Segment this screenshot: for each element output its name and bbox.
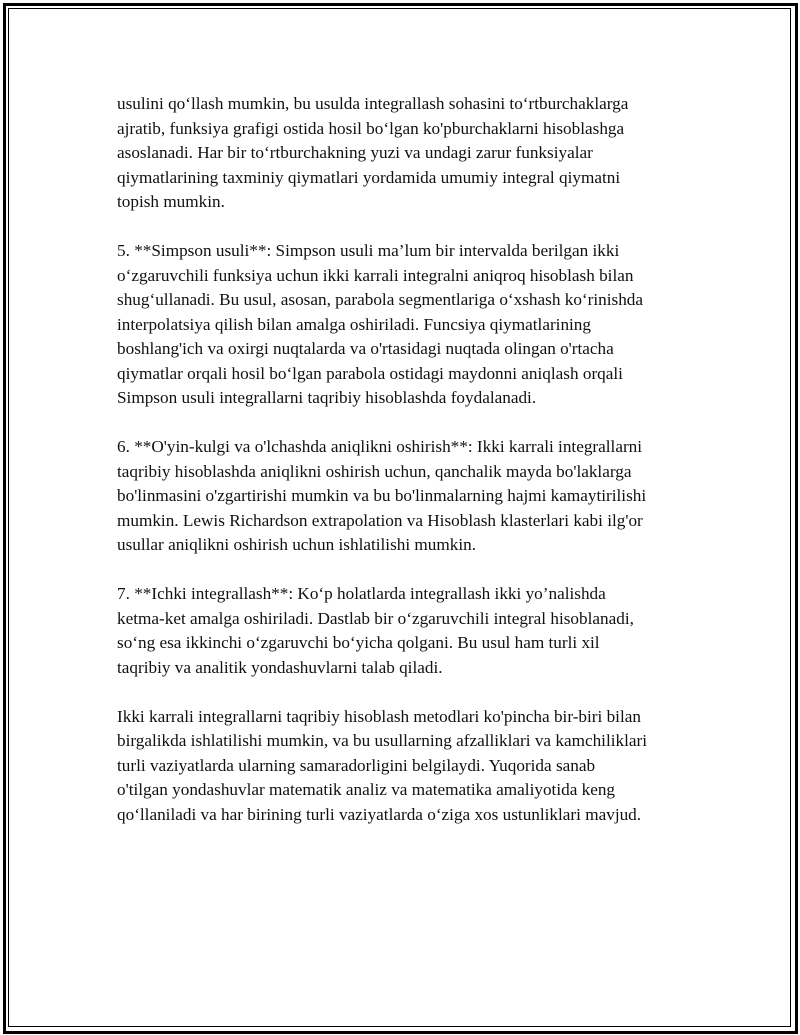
paragraph-rectangle-method-continuation	[117, 92, 717, 215]
text-line: ketma-ket amalga oshiriladi. Dastlab bir o‘zgaruvchili integral hisoblanadi,	[117, 608, 634, 628]
text-line: 7. **Ichki integrallash**: Ko‘p holatlarda integrallash ikki yo’nalishda	[117, 584, 606, 603]
text-line: taqribiy hisoblashda aniqlikni oshirish uchun, qanchalik mayda bo'laklarga	[117, 461, 632, 481]
text-line: turli vaziyatlarda ularning samaradorligini belgilaydi. Yuqorida sanab	[117, 755, 596, 775]
paragraph-inner-integration	[117, 582, 717, 680]
text-line: interpolatsiya qilish bilan amalga oshiriladi. Funcsiya qiymatlarining	[117, 314, 591, 334]
text-line: Ikki karrali integrallarni taqribiy hisoblash metodlari ko'pincha bir-biri bilan	[117, 706, 641, 726]
text-line: mumkin. Lewis Richardson extrapolation va Hisoblash klasterlari kabi ilg'or	[117, 510, 643, 530]
paragraph-simpson-method	[117, 239, 717, 411]
text-line: o‘zgaruvchili funksiya uchun ikki karrali integralni aniqroq hisoblash bilan	[117, 265, 634, 285]
text-line: 6. **O'yin-kulgi va o'lchashda aniqlikni oshirish**: Ikki karrali integrallarni	[117, 437, 643, 456]
text-line: 5. **Simpson usuli**: Simpson usuli ma’lum bir intervalda berilgan ikki	[117, 241, 620, 260]
text-line: birgalikda ishlatilishi mumkin, va bu usullarning afzalliklari va kamchiliklari	[117, 731, 647, 750]
text-line: topish mumkin.	[117, 192, 225, 211]
paragraph-conclusion	[117, 705, 717, 828]
text-line: so‘ng esa ikkinchi o‘zgaruvchi bo‘yicha qolgani. Bu usul ham turli xil	[117, 633, 600, 652]
text-line: o'tilgan yondashuvlar matematik analiz va matematika amaliyotida keng	[117, 780, 616, 799]
text-line: usullar aniqlikni oshirish uchun ishlatilishi mumkin.	[117, 535, 477, 554]
paragraph-accuracy-improvement	[117, 435, 717, 558]
text-line: qiymatlar orqali hosil bo‘lgan parabola ostidagi maydonni aniqlash orqali	[117, 363, 623, 383]
text-line: bo'linmasini o'zgartirishi mumkin va bu bo'linmalarning hajmi kamaytirilishi	[117, 486, 647, 505]
text-line: qiymatlarining taxminiy qiymatlari yordamida umumiy integral qiymatni	[117, 167, 621, 187]
text-line: taqribiy va analitik yondashuvlarni talab qiladi.	[117, 657, 443, 677]
text-line: Simpson usuli integrallarni taqribiy hisoblashda foydalanadi.	[117, 388, 537, 407]
text-line: qo‘llaniladi va har birining turli vaziyatlarda o‘ziga xos ustunliklari mavjud.	[117, 804, 642, 824]
text-line: ajratib, funksiya grafigi ostida hosil bo‘lgan ko'pburchaklarni hisoblashga	[117, 118, 625, 138]
text-line: asoslanadi. Har bir to‘rtburchakning yuzi va undagi zarur funksiyalar	[117, 143, 593, 162]
document-body	[117, 92, 717, 852]
text-line: boshlang'ich va oxirgi nuqtalarda va o'rtasidagi nuqtada olingan o'rtacha	[117, 339, 614, 358]
text-line: shug‘ullanadi. Bu usul, asosan, parabola segmentlariga o‘xshash ko‘rinishda	[117, 290, 644, 309]
text-line: usulini qo‘llash mumkin, bu usulda integrallash sohasini to‘rtburchaklarga	[117, 94, 629, 113]
